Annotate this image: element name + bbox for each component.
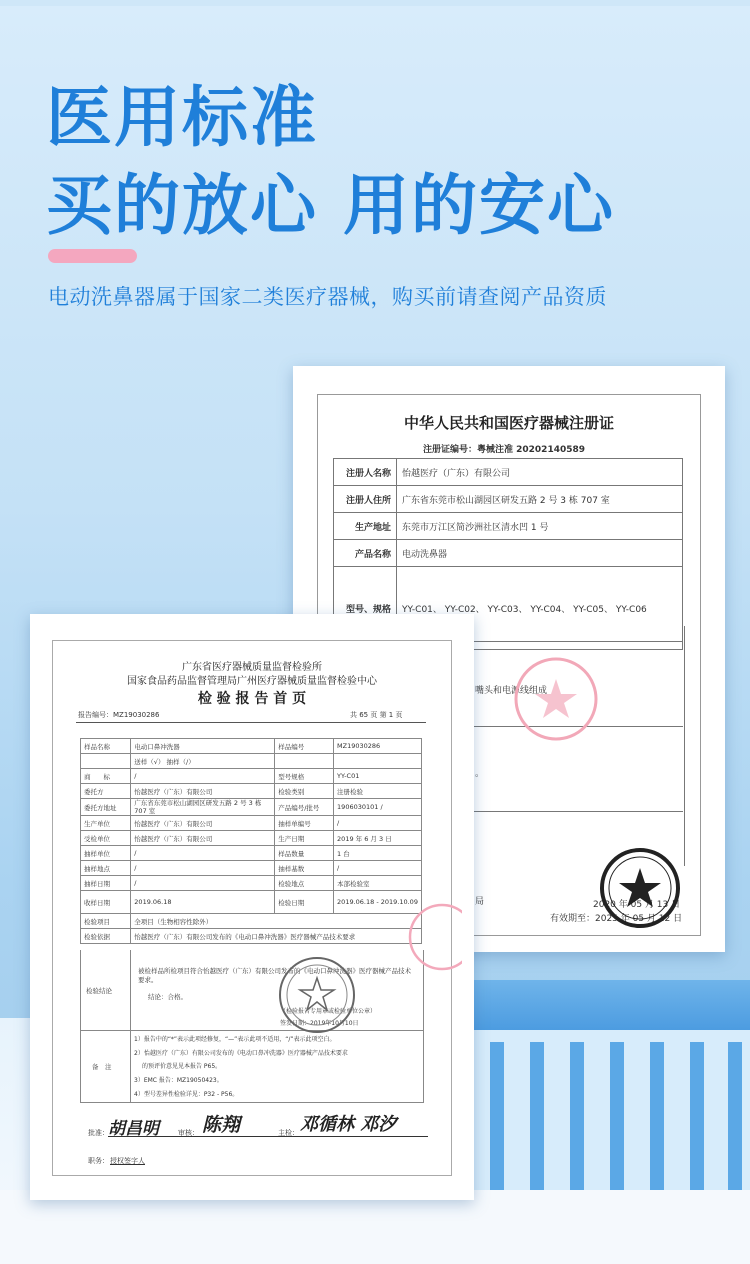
row-value: 怡越医疗（广东）有限公司 bbox=[131, 784, 275, 799]
certificate-title: 中华人民共和国医疗器械注册证 bbox=[403, 414, 614, 432]
table-row bbox=[81, 914, 422, 929]
table-row bbox=[81, 754, 422, 769]
approve-label: 批准： bbox=[88, 1129, 109, 1137]
report-number: 报告编号：MZ19030286 bbox=[78, 711, 160, 719]
row-value: 送样（√） 抽样（/） bbox=[131, 754, 275, 769]
row-value: 2019 年 6 月 3 日 bbox=[334, 831, 422, 846]
row-value: YY-C01 bbox=[334, 769, 422, 784]
row-key: 抽样日期 bbox=[81, 876, 131, 891]
row-key: 生产单位 bbox=[81, 816, 131, 831]
row-value: 怡越医疗（广东）有限公司发布的《电动口鼻冲洗器》医疗器械产品技术要求 bbox=[131, 929, 422, 944]
title-value: 授权签字人 bbox=[110, 1157, 145, 1165]
table-row bbox=[334, 540, 683, 567]
row-value: YY-C01、 YY-C02、 YY-C03、 YY-C04、 YY-C05、 YY-C06 bbox=[397, 567, 683, 650]
row-value bbox=[334, 754, 422, 769]
row-value: 1 台 bbox=[334, 846, 422, 861]
table-row bbox=[81, 769, 422, 784]
inspection-report bbox=[30, 614, 474, 1200]
table-row bbox=[334, 486, 683, 513]
row-value: / bbox=[131, 876, 275, 891]
certificate-bureau-fragment: 局 bbox=[475, 897, 485, 907]
row-value: 2019.06.18 - 2019.10.09 bbox=[334, 891, 422, 914]
sign-date: 签发日期：2019年10月10日 bbox=[280, 1020, 359, 1027]
row-key: 商 标 bbox=[81, 769, 131, 784]
table-row bbox=[81, 846, 422, 861]
row-key: 样品名称 bbox=[81, 739, 131, 754]
row-key: 受检单位 bbox=[81, 831, 131, 846]
row-key: 检验依据 bbox=[81, 929, 131, 944]
report-pages: 共 65 页 第 1 页 bbox=[350, 711, 403, 719]
title-label: 职务： bbox=[88, 1157, 109, 1165]
row-key: 样品数量 bbox=[275, 846, 334, 861]
row-value: 全项目（生物相容性除外） bbox=[131, 914, 422, 929]
row-value: 电动洗鼻器 bbox=[397, 540, 683, 567]
row-value: 怡越医疗（广东）有限公司 bbox=[131, 816, 275, 831]
row-value: MZ19030286 bbox=[334, 739, 422, 754]
row-key: 委托方地址 bbox=[81, 799, 131, 816]
remark-line: 3）EMC 报告：MZ19050423。 bbox=[134, 1077, 223, 1084]
certificate-number: 注册证编号：粤械注准 20202140589 bbox=[423, 445, 586, 455]
approve-date: 2020 年 05 月 13 日 bbox=[593, 900, 681, 910]
pink-accent-bar bbox=[48, 249, 137, 263]
table-row bbox=[334, 459, 683, 486]
review-label: 审核： bbox=[178, 1129, 199, 1137]
report-org1: 广东省医疗器械质量监督检验所 bbox=[182, 662, 322, 673]
row-value: 电动口鼻冲洗器 bbox=[131, 739, 275, 754]
row-value: / bbox=[131, 846, 275, 861]
row-key: 收样日期 bbox=[81, 891, 131, 914]
row-key: 检验地点 bbox=[275, 876, 334, 891]
official-seal-icon bbox=[598, 846, 682, 930]
certificate-text-fragment: 。 bbox=[475, 769, 485, 779]
row-value: 怡越医疗（广东）有限公司 bbox=[131, 831, 275, 846]
row-value: 本部检验室 bbox=[334, 876, 422, 891]
row-key: 抽样单编号 bbox=[275, 816, 334, 831]
row-key bbox=[275, 754, 334, 769]
table-row bbox=[81, 816, 422, 831]
remark-line: 的预评价意见见本报告 P65。 bbox=[142, 1063, 222, 1070]
main-signature: 邓循林 邓汐 bbox=[300, 1114, 397, 1135]
main-label: 主检： bbox=[278, 1129, 299, 1137]
row-key: 注册人住所 bbox=[334, 486, 397, 513]
conclusion-result: 结论：合格。 bbox=[148, 993, 187, 1001]
row-key: 抽样基数 bbox=[275, 861, 334, 876]
row-key: 注册人名称 bbox=[334, 459, 397, 486]
table-row bbox=[81, 784, 422, 799]
report-table bbox=[80, 738, 422, 944]
row-key: 抽样单位 bbox=[81, 846, 131, 861]
table-row bbox=[81, 929, 422, 944]
hero-title-line1: 医用标准 bbox=[46, 79, 318, 156]
table-row bbox=[81, 876, 422, 891]
row-value: / bbox=[131, 861, 275, 876]
row-key: 样品编号 bbox=[275, 739, 334, 754]
table-row bbox=[81, 799, 422, 816]
row-key: 产品名称 bbox=[334, 540, 397, 567]
row-key bbox=[81, 754, 131, 769]
row-key: 产品编号/批号 bbox=[275, 799, 334, 816]
row-key: 型号规格 bbox=[275, 769, 334, 784]
background-shelf-edge bbox=[430, 980, 750, 1032]
row-value: / bbox=[131, 769, 275, 784]
remark-line: 2）怡越医疗（广东）有限公司发布的《电动口鼻冲洗器》医疗器械产品技术要求 bbox=[134, 1050, 348, 1057]
top-accent-line bbox=[0, 0, 750, 6]
row-value: 广东省东莞市松山湖园区研发五路 2 号 3 栋 707 室 bbox=[131, 799, 275, 816]
inspection-seal-icon bbox=[276, 954, 358, 1036]
row-value: / bbox=[334, 816, 422, 831]
report-title: 检 验 报 告 首 页 bbox=[197, 691, 307, 707]
table-row bbox=[81, 891, 422, 914]
row-value: 广东省东莞市松山湖园区研发五路 2 号 3 栋 707 室 bbox=[397, 486, 683, 513]
row-value: 1906030101 / bbox=[334, 799, 422, 816]
faded-red-seal-icon bbox=[511, 654, 601, 744]
conclusion-label: 检验结论 bbox=[86, 987, 112, 995]
certificate-structure-fragment: 嘴头和电源线组成 bbox=[475, 686, 548, 696]
partial-red-seal-icon bbox=[402, 902, 462, 972]
remark-line: 1）报告中的“*”表示此项经修复，“—”表示此项不适用，“/”表示此项空白。 bbox=[134, 1036, 336, 1043]
table-row bbox=[81, 739, 422, 754]
remark-label: 备 注 bbox=[92, 1063, 112, 1071]
row-key: 检验日期 bbox=[275, 891, 334, 914]
review-signature: 陈翔 bbox=[202, 1114, 241, 1136]
approve-signature: 胡昌明 bbox=[108, 1119, 159, 1139]
background-floor bbox=[0, 1190, 750, 1264]
row-key: 型号、规格 bbox=[334, 567, 397, 650]
row-key: 委托方 bbox=[81, 784, 131, 799]
row-value: 注册检验 bbox=[334, 784, 422, 799]
report-org2: 国家食品药品监督管理局广州医疗器械质量监督检验中心 bbox=[127, 676, 377, 687]
row-key: 检验类别 bbox=[275, 784, 334, 799]
hero-title-line2: 买的放心 用的安心 bbox=[46, 167, 615, 244]
remark-line: 4）型号差异性检验详见：P32 - P56。 bbox=[134, 1091, 239, 1098]
table-row bbox=[81, 861, 422, 876]
hero-subtitle: 电动洗鼻器属于国家二类医疗器械，购买前请查阅产品资质 bbox=[48, 285, 607, 309]
row-value: 2019.06.18 bbox=[131, 891, 275, 914]
row-value: 怡越医疗（广东）有限公司 bbox=[397, 459, 683, 486]
conclusion-text: 被检样品所检项目符合怡越医疗（广东）有限公司发布的《电动口鼻冲洗器》医疗器械产品技术要求。 bbox=[138, 967, 411, 984]
seal-note: （检验报告专用章或检验单位公章） bbox=[280, 1008, 377, 1015]
row-key: 生产地址 bbox=[334, 513, 397, 540]
row-value: / bbox=[334, 861, 422, 876]
table-row bbox=[81, 831, 422, 846]
table-row bbox=[334, 513, 683, 540]
valid-until: 有效期至：2025 年 05 月 12 日 bbox=[550, 914, 683, 924]
row-key: 抽样地点 bbox=[81, 861, 131, 876]
row-key: 生产日期 bbox=[275, 831, 334, 846]
row-key: 检验项目 bbox=[81, 914, 131, 929]
row-value: 东莞市万江区简沙洲社区清水凹 1 号 bbox=[397, 513, 683, 540]
